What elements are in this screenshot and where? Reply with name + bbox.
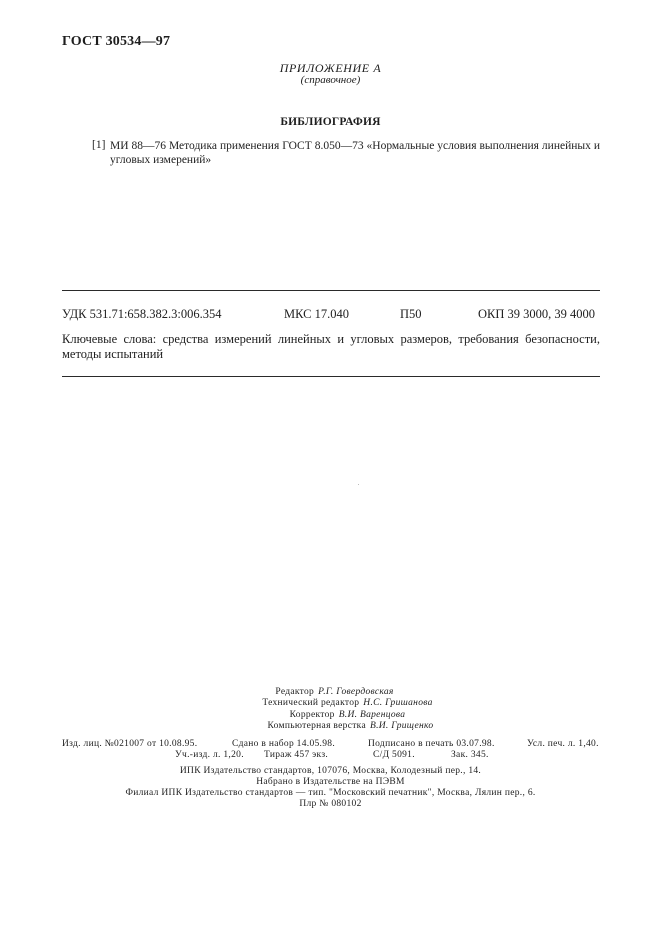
credit-name: В.И. Варенцова: [338, 709, 406, 720]
license-info: Изд. лиц. №021007 от 10.08.95.: [62, 739, 198, 749]
credit-role: Корректор: [289, 709, 335, 720]
credit-name: В.И. Грищенко: [369, 720, 434, 731]
okp-code: ОКП 39 3000, 39 4000: [478, 307, 596, 321]
appendix-title: ПРИЛОЖЕНИЕ А: [279, 61, 382, 75]
print-signed-date: Подписано в печать 03.07.98.: [368, 739, 495, 749]
credit-name: Р.Г. Говердовская: [318, 687, 394, 697]
credits-block: [0, 687, 661, 732]
sd-number: С/Д 5091.: [373, 750, 415, 760]
credit-proofreader: [0, 710, 661, 721]
printer-address: Филиал ИПК Издательство стандартов — тип. "Московский печатник", Москва, Лялин пер., 6.: [125, 788, 536, 798]
printed-sheets: Усл. печ. л. 1,40.: [527, 739, 599, 749]
print-run: Тираж 457 экз.: [264, 750, 329, 760]
credit-name: Н.С. Гришанова: [363, 698, 433, 709]
credit-layout: [0, 721, 661, 732]
order-number: Зак. 345.: [451, 750, 489, 760]
udk-code: УДК 531.71:658.382.3:006.354: [62, 307, 222, 321]
bibliography-title: БИБЛИОГРАФИЯ: [280, 116, 381, 128]
credit-role: Технический редактор: [262, 698, 360, 709]
credit-role: Компьютерная верстка: [267, 720, 366, 731]
top-divider: [62, 290, 600, 291]
bottom-divider: [62, 376, 600, 377]
keywords-text: Ключевые слова: средства измерений линейных и угловых размеров, требования безопасности, методы испытаний: [62, 332, 600, 361]
speck: [358, 484, 359, 485]
appendix-subtitle: (справочное): [300, 74, 361, 86]
mks-code: МКС 17.040: [284, 307, 349, 321]
credit-role: Редактор: [275, 687, 315, 697]
group-code: П50: [400, 307, 422, 321]
typesetting-date: Сдано в набор 14.05.98.: [232, 739, 335, 749]
publisher-address: ИПК Издательство стандартов, 107076, Москва, Колодезный пер., 14.: [179, 766, 482, 776]
publisher-sheets: Уч.-изд. л. 1,20.: [175, 750, 244, 760]
license-number: Плр № 080102: [299, 799, 362, 809]
credit-tech-editor: [0, 698, 661, 709]
document-code: ГОСТ 30534—97: [62, 34, 171, 49]
reference-number: [1]: [92, 139, 106, 151]
publisher-footer: [0, 766, 661, 810]
credit-editor: [0, 687, 661, 698]
typeset-note: Набрано в Издательстве на ПЭВМ: [256, 777, 405, 787]
reference-text: МИ 88—76 Методика применения ГОСТ 8.050—73 «Нормальные условия выполнения линейных и угловых измерений»: [110, 140, 600, 166]
